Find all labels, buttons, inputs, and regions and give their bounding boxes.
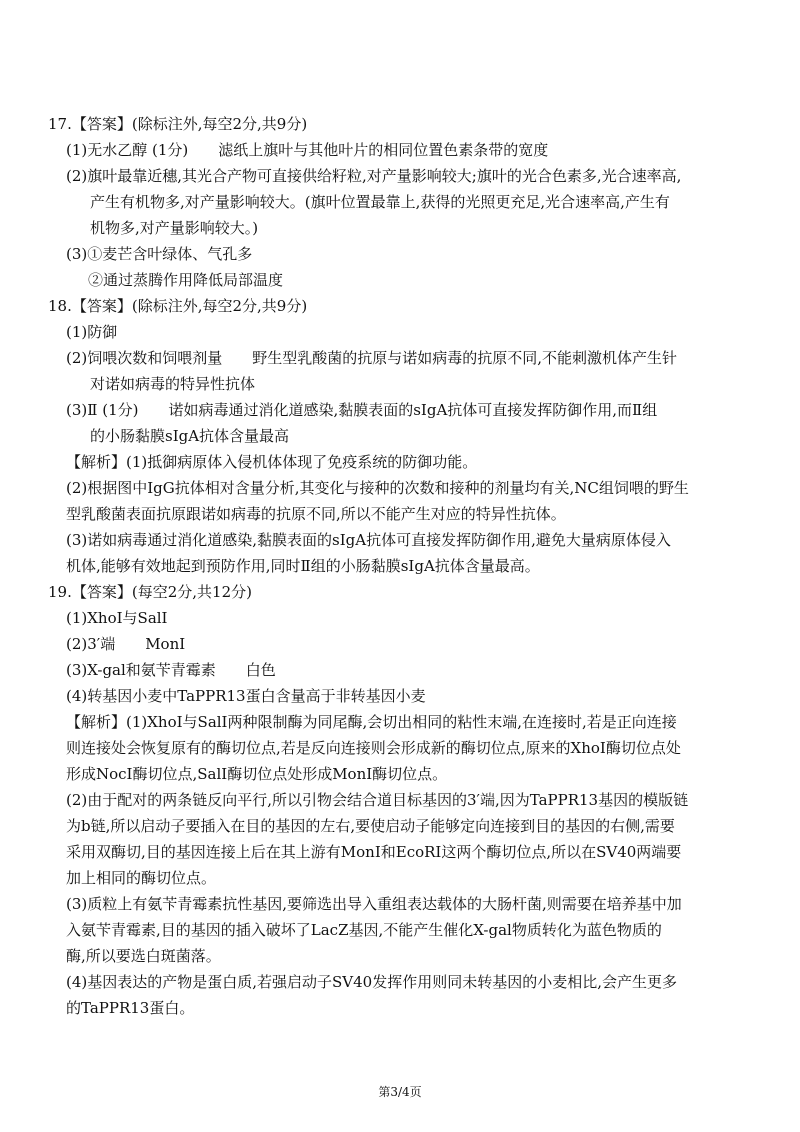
q19-heading: 19.【答案】(每空2分,共12分) <box>48 583 252 601</box>
q18-answer-2-cont: 对诺如病毒的特异性抗体 <box>90 375 256 393</box>
q18-answer-3-cont: 的小肠黏膜sIgA抗体含量最高 <box>90 427 290 445</box>
q17-answer-1: (1)无水乙醇 (1分) 滤纸上旗叶与其他叶片的相同位置色素条带的宽度 <box>66 141 549 159</box>
q19-analysis-3-cont: 入氨苄青霉素,目的基因的插入破坏了LacZ基因,不能产生催化X-gal物质转化为蓝色物质的 <box>66 921 662 939</box>
q17-answer-3: (3)①麦芒含叶绿体、气孔多 <box>66 245 253 263</box>
q19-analysis-1-cont: 形成NocⅠ酶切位点,SalⅠ酶切位点处形成MonⅠ酶切位点。 <box>66 765 448 783</box>
q17-heading: 17.【答案】(除标注外,每空2分,共9分) <box>48 115 308 133</box>
q19-answer-2: (2)3′端 MonⅠ <box>66 635 186 653</box>
q19-answer-4: (4)转基因小麦中TaPPR13蛋白含量高于非转基因小麦 <box>66 687 426 705</box>
page-number: 第3/4页 <box>378 1085 422 1099</box>
q19-analysis-2: (2)由于配对的两条链反向平行,所以引物会结合道目标基因的3′端,因为TaPPR13基因的模版链 <box>66 791 689 809</box>
q19-answer-3: (3)X-gal和氨苄青霉素 白色 <box>66 661 276 679</box>
q19-answer-1: (1)XhoⅠ与SalⅠ <box>66 609 168 627</box>
q18-analysis-2-cont: 型乳酸菌表面抗原跟诺如病毒的抗原不同,所以不能产生对应的特异性抗体。 <box>66 505 566 523</box>
q19-analysis-3: (3)质粒上有氨苄青霉素抗性基因,要筛选出导入重组表达载体的大肠杆菌,则需要在培养基中加 <box>66 895 682 913</box>
q18-analysis-1: 【解析】(1)抵御病原体入侵机体体现了免疫系统的防御功能。 <box>66 453 478 471</box>
q19-analysis-3-cont: 酶,所以要选白斑菌落。 <box>66 947 221 965</box>
q17-answer-2: (2)旗叶最靠近穗,其光合产物可直接供给籽粒,对产量影响较大;旗叶的光合色素多,光合速率高, <box>66 167 682 185</box>
q18-answer-1: (1)防御 <box>66 323 118 341</box>
q19-analysis-1-cont: 则连接处会恢复原有的酶切位点,若是反向连接则会形成新的酶切位点,原来的XhoⅠ酶切位点处 <box>66 739 681 757</box>
q18-answer-3: (3)Ⅱ (1分) 诺如病毒通过消化道感染,黏膜表面的sIgA抗体可直接发挥防御作用,而Ⅱ组 <box>66 401 658 419</box>
q18-heading: 18.【答案】(除标注外,每空2分,共9分) <box>48 297 308 315</box>
q18-analysis-2: (2)根据图中IgG抗体相对含量分析,其变化与接种的次数和接种的剂量均有关,NC组饲喂的野生 <box>66 479 689 497</box>
q18-answer-2: (2)饲喂次数和饲喂剂量 野生型乳酸菌的抗原与诺如病毒的抗原不同,不能刺激机体产生针 <box>66 349 678 367</box>
q19-analysis-2-cont: 采用双酶切,目的基因连接上后在其上游有MonⅠ和EcoRⅠ这两个酶切位点,所以在SV40两端要 <box>66 843 682 861</box>
q17-answer-2-cont: 产生有机物多,对产量影响较大。(旗叶位置最靠上,获得的光照更充足,光合速率高,产生有 <box>90 193 670 211</box>
q17-answer-2-cont: 机物多,对产量影响较大。) <box>90 219 259 237</box>
q19-analysis-4: (4)基因表达的产物是蛋白质,若强启动子SV40发挥作用则同未转基因的小麦相比,会产生更多 <box>66 973 677 991</box>
q18-analysis-3: (3)诺如病毒通过消化道感染,黏膜表面的sIgA抗体可直接发挥防御作用,避免大量病原体侵入 <box>66 531 671 549</box>
q19-analysis-4-cont: 的TaPPR13蛋白。 <box>66 999 195 1017</box>
q18-analysis-3-cont: 机体,能够有效地起到预防作用,同时Ⅱ组的小肠黏膜sIgA抗体含量最高。 <box>66 557 540 575</box>
q17-answer-3-part: ②通过蒸腾作用降低局部温度 <box>88 271 284 289</box>
q19-analysis-2-cont: 加上相同的酶切位点。 <box>66 869 217 887</box>
q19-analysis-1: 【解析】(1)XhoⅠ与SalⅠ两种限制酶为同尾酶,会切出相同的粘性末端,在连接时,若是正向连接 <box>66 713 677 731</box>
q19-analysis-2-cont: 为b链,所以启动子要插入在目的基因的左右,要使启动子能够定向连接到目的基因的右侧,需要 <box>66 817 675 835</box>
